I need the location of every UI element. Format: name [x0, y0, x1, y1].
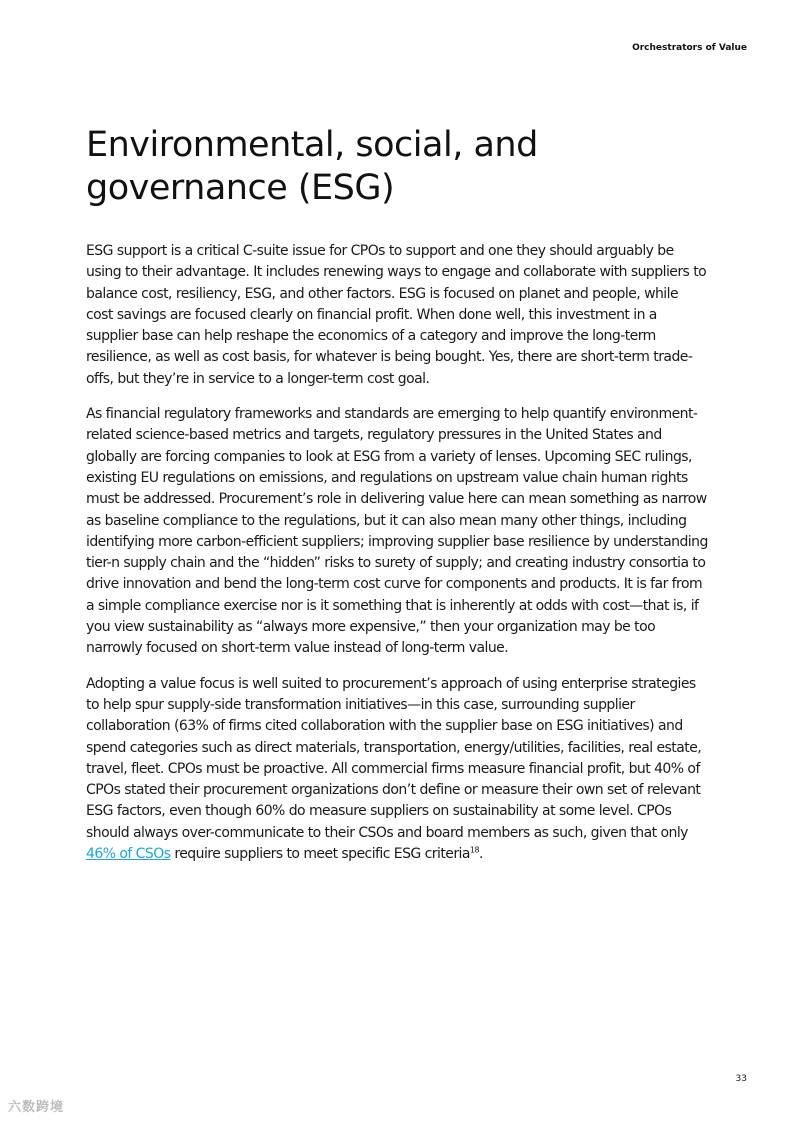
- page-number: 33: [735, 1074, 747, 1084]
- paragraph-2: As financial regulatory frameworks and standards are emerging to help quantify environment-related science-based metrics and targets, regulatory pressures in the United States and globally are forcing companies to look at ESG from a variety of lenses. Upcoming SEC rulings, existing EU regulations on emissions, and regulations on upstream value chain human rights must be addressed. Procurement’s role in delivering value here can mean something as narrow as baseline compliance to the regulations, but it can also mean many other things, including identifying more carbon-efficient suppliers; improving supplier base resilience by understanding tier-n supply chain and the “hidden” risks to surety of supply; and creating industry consortia to drive innovation and bend the long-term cost curve for components and products. It is far from a simple compliance exercise nor is it something that is inherently at odds with cost—that is, if you view sustainability as “always more expensive,” then your organization may be too narrowly focused on short-term value instead of long-term value.: [86, 406, 708, 657]
- article-body: [86, 241, 708, 879]
- watermark-logo: 六数跨境: [8, 1100, 65, 1115]
- cso-statistic-link[interactable]: 46% of CSOs: [86, 846, 171, 863]
- running-header: Orchestrators of Value: [632, 43, 747, 53]
- paragraph-3-text-end: require suppliers to meet specific ESG criteria: [170, 846, 470, 863]
- page-title: Environmental, social, and governance (ESG): [86, 125, 538, 208]
- footnote-reference[interactable]: 18: [469, 845, 479, 855]
- paragraph-3: [86, 674, 708, 866]
- paragraph-3-period: .: [479, 846, 483, 863]
- paragraph-3-text-start: Adopting a value focus is well suited to procurement’s approach of using enterprise strategies to help spur supply-side transformation initiatives—in this case, surrounding supplier collaboration (63% of firms cited collaboration with the supplier base on ESG initiatives) and spend categories such as direct materials, transportation, energy/utilities, facilities, real estate, travel, fleet. CPOs must be proactive. All commercial firms measure financial profit, but 40% of CPOs stated their procurement organizations don’t define or measure their own set of relevant ESG factors, even though 60% do measure suppliers on sustainability at some level. CPOs should always over-communicate to their CSOs and board members as such, given that only: [86, 675, 702, 841]
- paragraph-1: ESG support is a critical C-suite issue for CPOs to support and one they should arguably be using to their advantage. It includes renewing ways to engage and collaborate with suppliers to balance cost, resiliency, ESG, and other factors. ESG is focused on planet and people, while cost savings are focused clearly on financial profit. When done well, this investment in a supplier base can help reshape the economics of a category and improve the long-term resilience, as well as cost basis, for whatever is being bought. Yes, there are short-term trade-offs, but they’re in service to a longer-term cost goal.: [86, 243, 707, 387]
